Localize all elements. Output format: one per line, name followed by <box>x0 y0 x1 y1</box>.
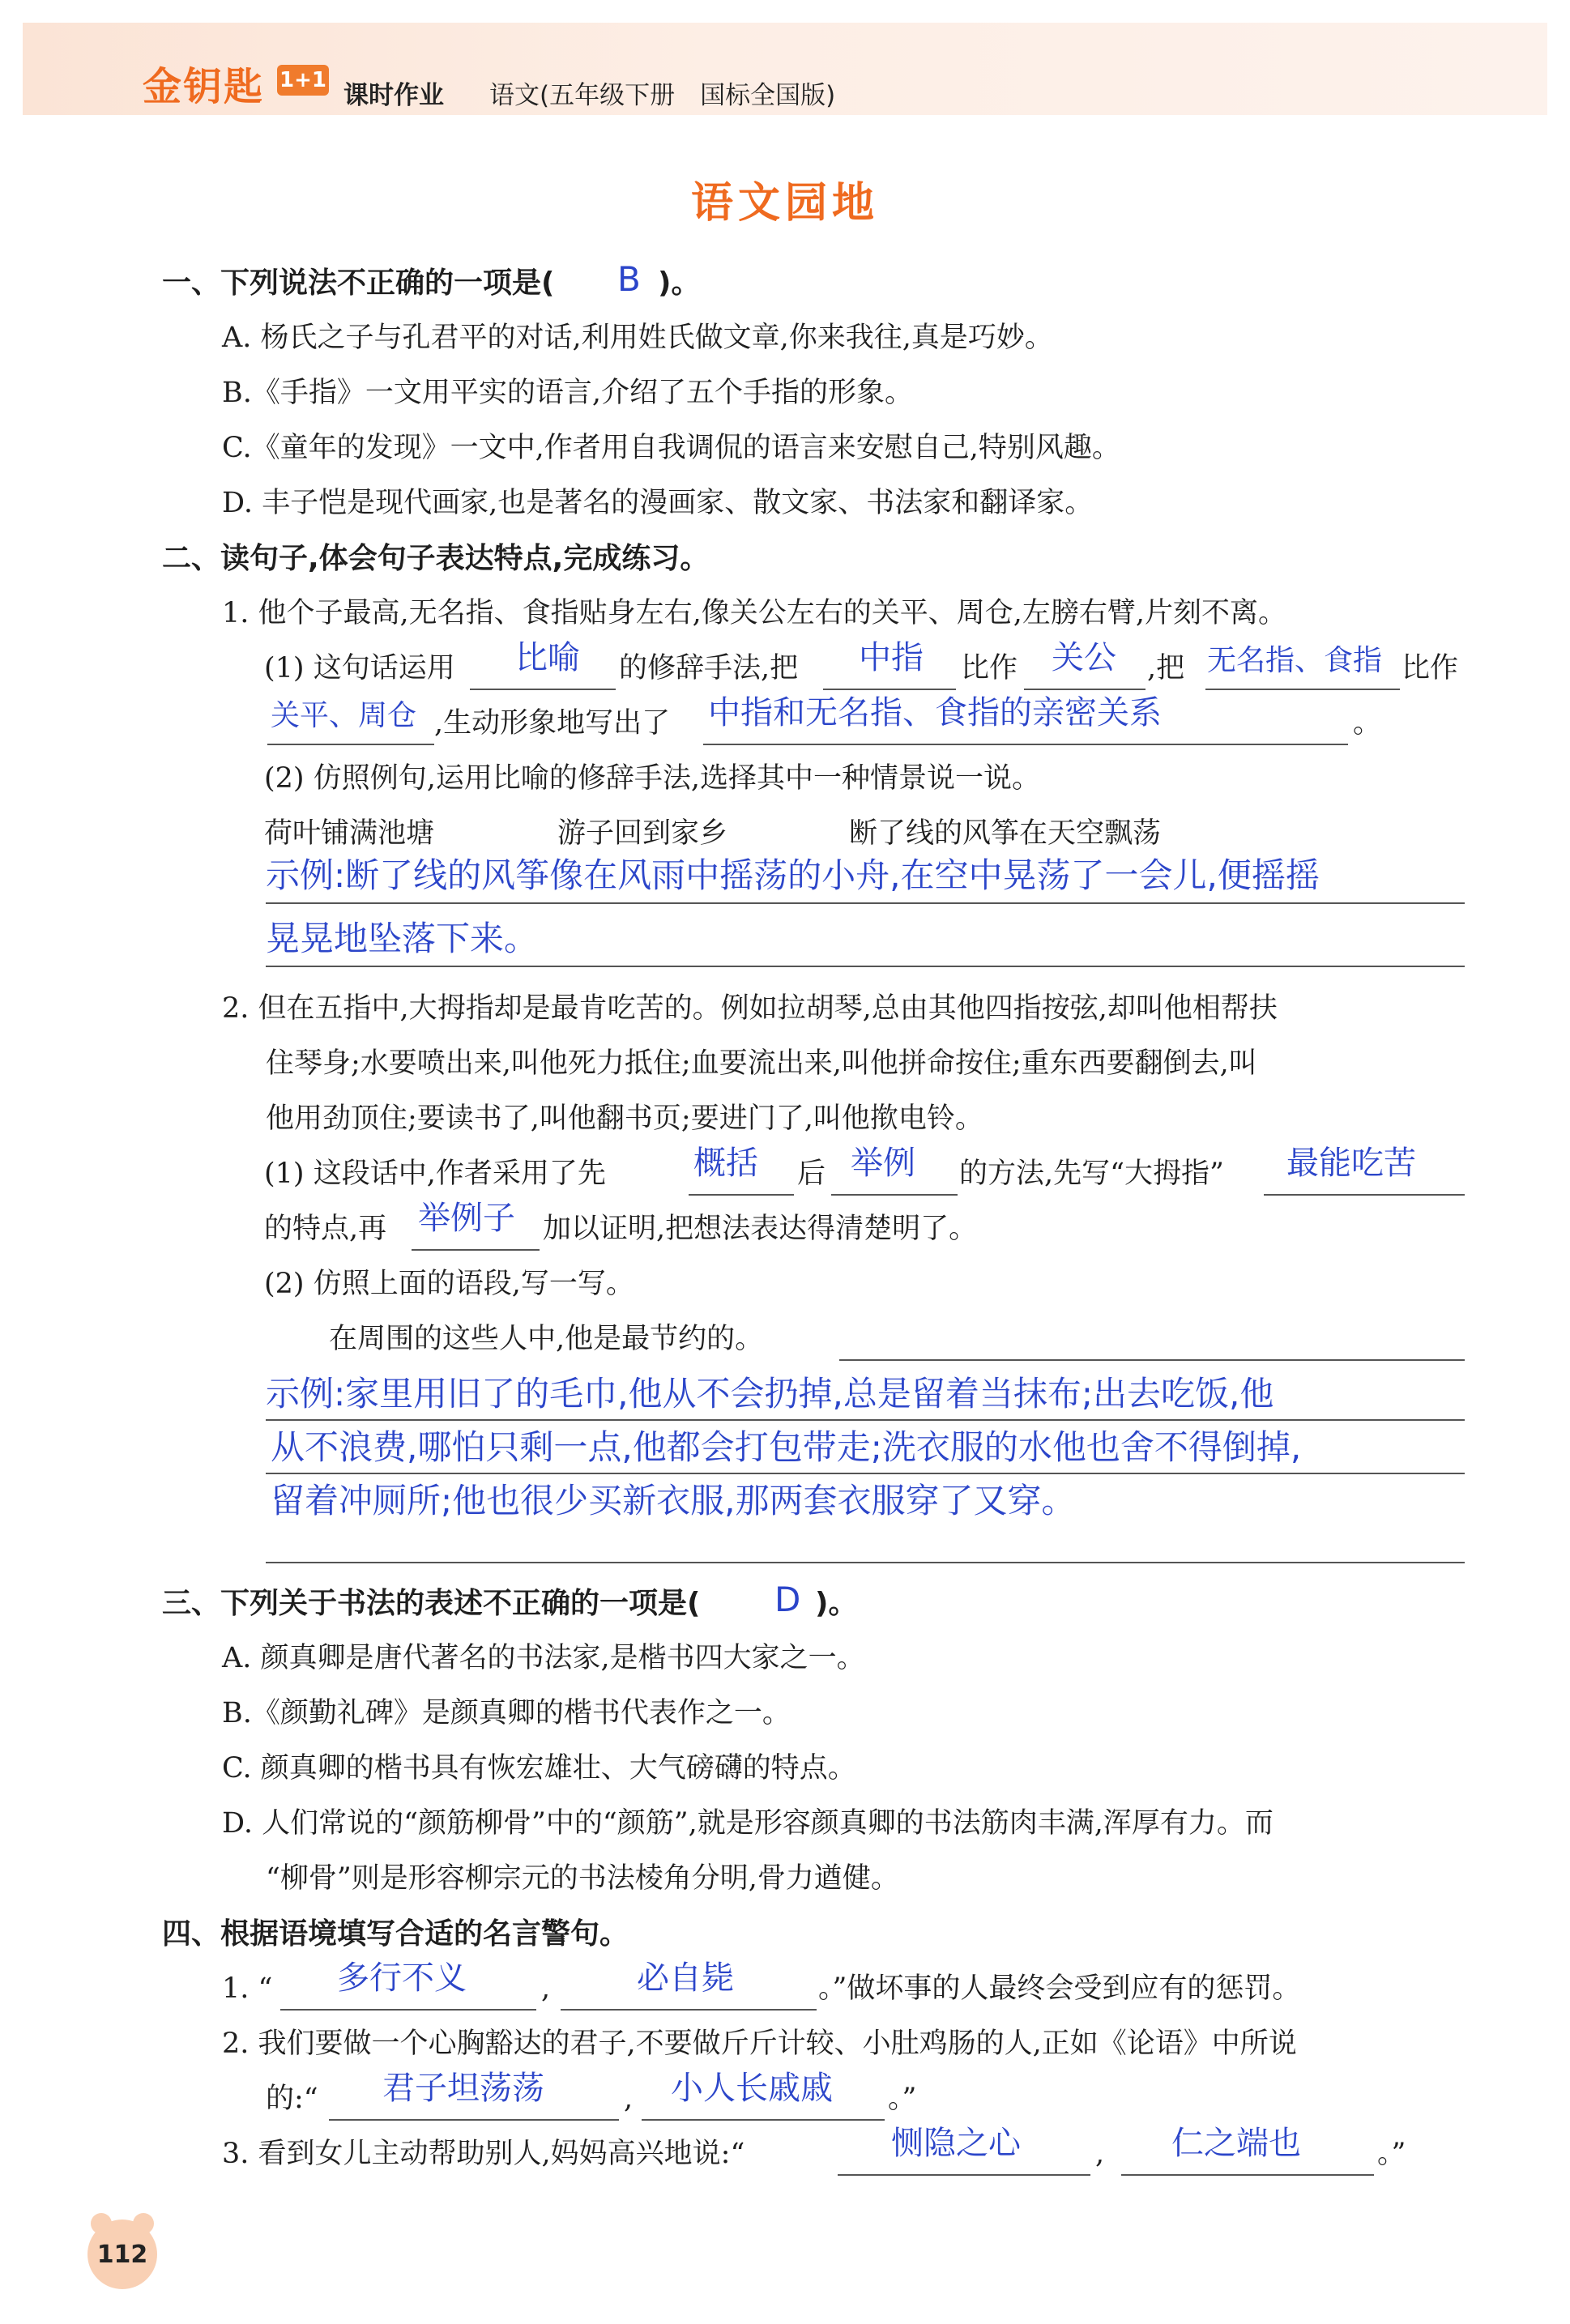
page-title: 语文园地 <box>690 179 879 228</box>
s2-q1-p1a: (1) 这句话运用 <box>264 652 455 684</box>
answer-line <box>266 1473 1465 1474</box>
s2-q2-p1d: 的特点,再 <box>264 1213 387 1245</box>
blank-line <box>838 2174 1090 2176</box>
s4-q3-b: 仁之端也 <box>1171 2125 1301 2162</box>
s2-q1-example-line2: 晃晃地坠落下来。 <box>266 919 539 958</box>
s4-q3-pre: 3. 看到女儿主动帮助别人,妈妈高兴地说:“ <box>222 2138 745 2170</box>
s4-q1-post: 。”做坏事的人最终会受到应有的惩罚。 <box>818 1972 1301 2005</box>
blank-line <box>1205 689 1400 690</box>
s2-q2-p1a: (1) 这段话中,作者采用了先 <box>264 1158 606 1190</box>
s2-q2-ans-b: 举例 <box>851 1145 915 1182</box>
s3-heading-end: )。 <box>815 1587 858 1620</box>
s2-q1-ans-a: 比喻 <box>515 639 580 676</box>
s1-heading: 一、下列说法不正确的一项是( <box>162 267 555 300</box>
s4-q3-sep: , <box>1095 2138 1105 2170</box>
s4-q3-a: 恻隐之心 <box>891 2125 1021 2162</box>
s2-q2-line1: 2. 但在五指中,大拇指却是最肯吃苦的。例如拉胡琴,总由其他四指按弦,却叫他相帮扶 <box>222 992 1278 1025</box>
blank-line <box>280 2009 536 2011</box>
page-number-text: 112 <box>96 2240 148 2269</box>
s2-heading: 二、读句子,体会句子表达特点,完成练习。 <box>162 542 710 575</box>
s2-q2-p1e: 加以证明,把想法表达得清楚明了。 <box>543 1213 978 1245</box>
answer-line <box>839 1359 1465 1361</box>
scene-2: 游子回到家乡 <box>557 817 728 850</box>
blank-line <box>470 689 616 690</box>
s4-q2-b: 小人长戚戚 <box>671 2070 833 2107</box>
s3-option-b: B.《颜勤礼碑》是颜真卿的楷书代表作之一。 <box>222 1697 791 1729</box>
s3-option-a: A. 颜真卿是唐代著名的书法家,是楷书四大家之一。 <box>222 1642 865 1674</box>
s4-q2-line1: 2. 我们要做一个心胸豁达的君子,不要做斤斤计较、小肚鸡肠的人,正如《论语》中所说 <box>222 2028 1297 2060</box>
s4-heading: 四、根据语境填写合适的名言警句。 <box>162 1917 629 1951</box>
s2-q2-p2: (2) 仿照上面的语段,写一写。 <box>264 1268 634 1300</box>
brand-badge: 1+1 <box>277 65 329 96</box>
blank-line <box>642 2119 885 2121</box>
blank-line <box>831 1194 958 1196</box>
s2-q1-ans-c: 关公 <box>1052 639 1116 676</box>
brand-logo: 金钥匙 <box>143 64 265 109</box>
scene-1: 荷叶铺满池塘 <box>264 817 435 850</box>
s2-q1-p1d: ,把 <box>1147 652 1185 684</box>
blank-line <box>412 1249 540 1251</box>
s2-q1-p1g: 。 <box>1353 707 1382 740</box>
s2-q1-ans-f: 中指和无名指、食指的亲密关系 <box>708 694 1162 731</box>
s2-q1-p1e: 比作 <box>1401 652 1459 684</box>
page-number <box>87 2220 157 2289</box>
blank-line <box>1121 2174 1374 2176</box>
s2-q2-prompt: 在周围的这些人中,他是最节约的。 <box>329 1323 764 1355</box>
subject-title: 语文(五年级下册 国标全国版) <box>489 81 836 110</box>
scene-3: 断了线的风筝在天空飘荡 <box>849 817 1162 850</box>
s3-option-d-cont: “柳骨”则是形容柳宗元的书法棱角分明,骨力遒健。 <box>266 1862 899 1895</box>
s2-q2-ans-line1: 示例:家里用旧了的毛巾,他从不会扔掉,总是留着当抹布;出去吃饭,他 <box>266 1374 1274 1414</box>
blank-line <box>1264 1194 1465 1196</box>
s4-q1-b: 必自毙 <box>637 1959 734 1997</box>
s2-q2-ans-line3: 留着冲厕所;他也很少买新衣服,那两套衣服穿了又穿。 <box>271 1481 1076 1520</box>
s1-option-c: C.《童年的发现》一文中,作者用自我调侃的语言来安慰自己,特别风趣。 <box>222 432 1120 464</box>
answer-line <box>266 902 1465 904</box>
s4-q1-sep: , <box>541 1972 551 2005</box>
s4-q1-pre: 1. “ <box>222 1972 273 2005</box>
blank-line <box>823 689 956 690</box>
s4-q2-a: 君子坦荡荡 <box>382 2070 544 2107</box>
s2-q2-line3: 他用劲顶住;要读书了,叫他翻书页;要进门了,叫他揿电铃。 <box>266 1102 983 1135</box>
s3-option-c: C. 颜真卿的楷书具有恢宏雄壮、大气磅礴的特点。 <box>222 1752 856 1785</box>
s2-q2-line2: 住琴身;水要喷出来,叫他死力抵住;血要流出来,叫他拼命按住;重东西要翻倒去,叫 <box>266 1047 1257 1080</box>
s4-q2-pre: 的:“ <box>266 2083 318 2115</box>
s4-q2-post: 。” <box>888 2083 917 2115</box>
blank-line <box>561 2009 817 2011</box>
s4-q2-sep: , <box>624 2083 634 2115</box>
s2-q1-ans-b: 中指 <box>859 639 924 676</box>
s2-q1-p1c: 比作 <box>961 652 1018 684</box>
blank-line <box>329 2119 619 2121</box>
answer-line <box>266 1419 1465 1421</box>
s2-q2-ans-line2: 从不浪费,哪怕只剩一点,他都会打包带走;洗衣服的水他也舍不得倒掉, <box>271 1427 1302 1467</box>
s2-q2-ans-a: 概括 <box>693 1145 758 1182</box>
s2-q2-p1b: 后 <box>797 1158 826 1190</box>
s2-q1-p1b: 的修辞手法,把 <box>619 652 799 684</box>
s2-q1-ans-e: 关平、周仓 <box>271 699 417 732</box>
s2-q1-ans-d: 无名指、食指 <box>1207 644 1383 677</box>
blank-line <box>689 1194 794 1196</box>
s2-q1-p1f: ,生动形象地写出了 <box>434 707 671 740</box>
s1-option-d: D. 丰子恺是现代画家,也是著名的漫画家、散文家、书法家和翻译家。 <box>222 487 1094 519</box>
blank-line <box>1024 689 1146 690</box>
s1-option-b: B.《手指》一文用平实的语言,介绍了五个手指的形象。 <box>222 377 913 409</box>
s1-option-a: A. 杨氏之子与孔君平的对话,利用姓氏做文章,你来我往,真是巧妙。 <box>222 322 1053 354</box>
s1-answer: B <box>617 259 641 299</box>
series-title: 课时作业 <box>343 81 444 110</box>
s2-q2-p1c: 的方法,先写“大拇指” <box>959 1158 1224 1190</box>
blank-line <box>703 744 1348 745</box>
answer-line <box>266 966 1465 967</box>
s2-q1-example-line1: 示例:断了线的风筝像在风雨中摇荡的小舟,在空中晃荡了一会儿,便摇摇 <box>266 855 1320 895</box>
blank-line <box>267 744 434 745</box>
s4-q3-post: 。” <box>1377 2138 1406 2170</box>
s3-option-d: D. 人们常说的“颜筋柳骨”中的“颜筋”,就是形容颜真卿的书法筋肉丰满,浑厚有力。而 <box>222 1807 1273 1840</box>
s4-q1-a: 多行不义 <box>337 1959 467 1997</box>
s2-q1-p2: (2) 仿照例句,运用比喻的修辞手法,选择其中一种情景说一说。 <box>264 762 1040 795</box>
answer-line <box>266 1562 1465 1563</box>
s3-answer: D <box>774 1580 801 1619</box>
s2-q1-text: 1. 他个子最高,无名指、食指贴身左右,像关公左右的关平、周仓,左膀右臂,片刻不离。 <box>222 597 1287 629</box>
s2-q2-ans-c: 最能吃苦 <box>1286 1145 1416 1182</box>
s1-heading-end: )。 <box>658 267 701 300</box>
s2-q2-ans-d: 举例子 <box>418 1200 515 1237</box>
s3-heading: 三、下列关于书法的表述不正确的一项是( <box>162 1587 701 1620</box>
